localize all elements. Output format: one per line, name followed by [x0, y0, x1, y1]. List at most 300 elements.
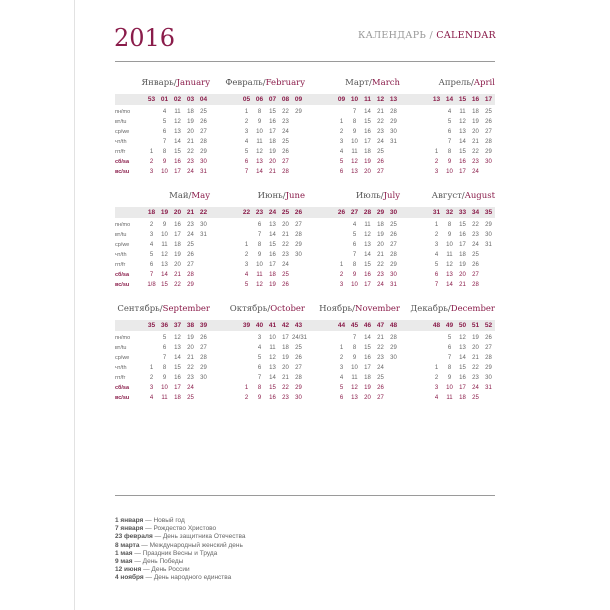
day-cell	[197, 260, 210, 270]
day-cell: 1	[244, 242, 249, 248]
day-cell: 9	[257, 119, 262, 125]
day-cell: 16	[364, 355, 371, 361]
day-cell: 14	[364, 335, 371, 341]
day-row	[240, 393, 305, 403]
day-cell: 22	[187, 149, 194, 155]
week-number: 19	[160, 209, 169, 216]
weekday-labels	[115, 107, 130, 177]
holiday-name: — Рождество Христово	[143, 525, 217, 533]
weekday-labels	[115, 220, 130, 290]
day-cell: 7	[257, 232, 262, 238]
week-number: 14	[445, 96, 454, 103]
day-cell: 27	[295, 365, 302, 371]
day-cell: 28	[390, 109, 397, 115]
day-cell: 2	[149, 159, 154, 165]
day-cell: 6	[162, 129, 167, 135]
week-number: 13	[432, 96, 441, 103]
day-row	[335, 230, 400, 240]
day-cell	[387, 373, 400, 383]
day-cell: 7	[162, 355, 167, 361]
month-name-ru: Май/	[169, 191, 192, 201]
day-cell: 4	[434, 395, 439, 401]
day-cell: 16	[364, 272, 371, 278]
day-cell: 26	[377, 159, 384, 165]
day-cell: 25	[377, 375, 384, 381]
heading-ru: КАЛЕНДАРЬ /	[358, 30, 437, 41]
day-cell: 11	[174, 109, 181, 115]
day-cell: 26	[472, 262, 479, 268]
day-cell: 31	[485, 242, 492, 248]
weekday-label: вт/tu	[115, 232, 127, 238]
day-row	[145, 157, 210, 167]
day-cell: 7	[352, 252, 357, 258]
day-cell: 27	[377, 395, 384, 401]
day-cell: 23	[187, 375, 194, 381]
month-name-en: July	[383, 191, 400, 201]
day-cell: 29	[390, 119, 397, 125]
day-cell: 20	[282, 365, 289, 371]
day-cell: 31	[485, 385, 492, 391]
day-cell: 26	[200, 119, 207, 125]
day-cell: 15	[269, 109, 276, 115]
day-cell: 1	[149, 365, 154, 371]
day-cell	[145, 107, 158, 117]
day-cell: 13	[351, 169, 358, 175]
day-cell: 26	[485, 119, 492, 125]
day-cell: 15	[174, 149, 181, 155]
day-cell: 17	[174, 169, 181, 175]
day-cell: 15	[364, 119, 371, 125]
day-cell: 17	[174, 385, 181, 391]
week-number: 26	[337, 209, 346, 216]
day-cell	[292, 147, 305, 157]
day-cell: 28	[390, 335, 397, 341]
week-number: 39	[199, 322, 208, 329]
day-cell: 2	[339, 272, 344, 278]
day-cell: 2	[149, 375, 154, 381]
day-cell: 19	[174, 252, 181, 258]
day-cell: 26	[390, 232, 397, 238]
day-cell: 15	[459, 222, 466, 228]
day-cell: 3	[257, 335, 262, 341]
day-grid	[335, 220, 400, 290]
day-cell: 27	[200, 345, 207, 351]
day-row	[335, 343, 400, 353]
day-cell	[482, 393, 495, 403]
month-name-en: January	[176, 78, 210, 88]
day-cell: 26	[282, 282, 289, 288]
day-cell	[387, 383, 400, 393]
day-cell: 1/8	[147, 282, 156, 288]
day-cell: 19	[187, 335, 194, 341]
day-row	[240, 373, 305, 383]
day-cell: 20	[459, 272, 466, 278]
day-cell: 30	[295, 395, 302, 401]
day-cell: 17	[364, 282, 371, 288]
day-cell: 9	[162, 375, 167, 381]
day-cell: 27	[485, 129, 492, 135]
day-cell: 12	[459, 119, 466, 125]
weekday-label: чт/th	[115, 252, 127, 258]
weekday-label: вт/tu	[115, 119, 127, 125]
day-cell: 20	[364, 169, 371, 175]
day-cell: 5	[339, 385, 344, 391]
day-cell: 12	[364, 232, 371, 238]
day-cell: 6	[447, 345, 452, 351]
day-cell: 3	[149, 169, 154, 175]
day-cell: 8	[352, 262, 357, 268]
day-cell: 20	[472, 129, 479, 135]
day-cell: 17	[459, 169, 466, 175]
month-name-en: November	[355, 304, 400, 314]
day-cell: 13	[256, 159, 263, 165]
day-cell	[240, 353, 253, 363]
week-number: 15	[458, 96, 467, 103]
day-cell: 18	[269, 272, 276, 278]
day-cell	[335, 333, 348, 343]
week-numbers	[335, 94, 400, 105]
day-row	[335, 250, 400, 260]
week-number: 09	[337, 96, 346, 103]
day-row	[335, 147, 400, 157]
day-row	[240, 363, 305, 373]
weekday-label: сб/sa	[115, 385, 130, 391]
day-cell: 3	[434, 169, 439, 175]
day-cell: 10	[351, 282, 358, 288]
week-number: 28	[363, 209, 372, 216]
day-cell: 7	[352, 109, 357, 115]
week-number: 31	[432, 209, 441, 216]
week-number: 33	[458, 209, 467, 216]
day-row	[240, 260, 305, 270]
day-cell	[145, 117, 158, 127]
day-cell: 27	[485, 345, 492, 351]
day-cell: 29	[187, 282, 194, 288]
day-cell: 24	[282, 129, 289, 135]
month-name-ru: Февраль/	[225, 78, 266, 88]
heading-en: CALENDAR	[436, 30, 496, 41]
day-cell: 29	[485, 365, 492, 371]
day-cell: 11	[269, 345, 276, 351]
day-cell: 1	[339, 345, 344, 351]
day-cell: 20	[187, 345, 194, 351]
day-cell: 22	[282, 242, 289, 248]
day-cell: 11	[446, 252, 453, 258]
month-name-en: September	[162, 304, 210, 314]
month-title	[141, 78, 210, 88]
day-cell: 27	[200, 129, 207, 135]
weekday-label: пн/mo	[115, 109, 131, 115]
day-cell	[197, 240, 210, 250]
day-cell	[387, 167, 400, 177]
week-number: 43	[294, 322, 303, 329]
day-cell: 10	[161, 169, 168, 175]
weekday-label: ср/we	[115, 355, 130, 361]
day-row	[145, 230, 210, 240]
day-cell	[292, 157, 305, 167]
day-grid	[240, 107, 305, 177]
day-cell: 27	[282, 159, 289, 165]
day-cell: 3	[339, 365, 344, 371]
week-number: 40	[255, 322, 264, 329]
day-cell: 8	[162, 149, 167, 155]
week-number: 18	[147, 209, 156, 216]
day-cell: 25	[282, 139, 289, 145]
day-row	[430, 353, 495, 363]
day-cell: 13	[364, 242, 371, 248]
day-cell: 6	[434, 272, 439, 278]
month-title	[356, 191, 400, 201]
week-number: 41	[268, 322, 277, 329]
holiday-item	[115, 533, 245, 541]
weekday-label: вс/su	[115, 282, 130, 288]
week-number: 47	[376, 322, 385, 329]
day-cell: 9	[352, 129, 357, 135]
month-name-en: May	[191, 191, 210, 201]
day-cell: 23	[282, 119, 289, 125]
day-cell: 13	[351, 395, 358, 401]
top-divider	[115, 61, 495, 62]
day-cell: 30	[485, 159, 492, 165]
day-cell: 8	[257, 385, 262, 391]
day-cell: 21	[472, 355, 479, 361]
day-cell	[197, 393, 210, 403]
week-number: 04	[199, 96, 208, 103]
day-cell: 23	[282, 252, 289, 258]
day-grid	[430, 333, 495, 403]
day-cell: 15	[364, 262, 371, 268]
day-cell: 24	[377, 365, 384, 371]
day-row	[335, 280, 400, 290]
day-cell: 28	[282, 169, 289, 175]
day-cell	[335, 230, 348, 240]
day-cell: 1	[339, 262, 344, 268]
day-cell: 9	[447, 232, 452, 238]
weekday-label: чт/th	[115, 365, 127, 371]
day-row	[240, 230, 305, 240]
day-cell: 11	[256, 139, 263, 145]
day-cell: 26	[187, 252, 194, 258]
day-cell	[292, 280, 305, 290]
month-block	[305, 298, 400, 411]
day-row	[430, 107, 495, 117]
day-cell	[240, 230, 253, 240]
day-cell: 9	[162, 159, 167, 165]
day-row	[145, 270, 210, 280]
day-cell: 5	[352, 232, 357, 238]
day-row	[430, 280, 495, 290]
day-cell: 7	[447, 355, 452, 361]
day-row	[430, 343, 495, 353]
day-cell	[430, 127, 443, 137]
day-cell: 17	[364, 365, 371, 371]
day-cell: 11	[161, 395, 168, 401]
month-block	[400, 72, 495, 185]
day-cell: 16	[174, 375, 181, 381]
day-row	[430, 167, 495, 177]
day-grid	[145, 220, 210, 290]
weekday-labels	[115, 333, 130, 403]
holiday-date: 4 ноября	[115, 574, 144, 582]
week-number: 29	[376, 209, 385, 216]
day-cell: 28	[200, 355, 207, 361]
day-cell	[292, 127, 305, 137]
day-cell: 4	[257, 345, 262, 351]
day-cell: 5	[434, 262, 439, 268]
day-cell: 6	[339, 169, 344, 175]
day-cell: 21	[377, 252, 384, 258]
day-cell: 3	[339, 139, 344, 145]
day-cell: 18	[174, 395, 181, 401]
day-row	[145, 363, 210, 373]
day-cell: 25	[377, 149, 384, 155]
day-cell: 5	[244, 282, 249, 288]
month-title	[225, 78, 305, 88]
week-number: 22	[199, 209, 208, 216]
day-cell: 24	[377, 139, 384, 145]
day-cell	[197, 250, 210, 260]
day-cell: 18	[472, 109, 479, 115]
day-cell: 16	[459, 159, 466, 165]
day-cell: 29	[200, 365, 207, 371]
month-title	[169, 191, 210, 201]
holiday-list	[115, 517, 245, 583]
holiday-name: — Новый год	[143, 517, 185, 524]
week-number: 20	[173, 209, 182, 216]
day-cell: 14	[161, 272, 168, 278]
day-cell: 29	[390, 345, 397, 351]
day-row	[145, 353, 210, 363]
day-cell: 8	[447, 149, 452, 155]
day-cell: 29	[485, 149, 492, 155]
day-row	[240, 383, 305, 393]
day-row	[430, 157, 495, 167]
month-name-en: April	[473, 78, 495, 88]
day-row	[145, 250, 210, 260]
day-cell: 3	[149, 232, 154, 238]
weekday-label: ср/we	[115, 242, 130, 248]
day-cell: 17	[459, 242, 466, 248]
day-cell: 30	[390, 355, 397, 361]
day-cell	[335, 220, 348, 230]
day-cell: 24	[472, 169, 479, 175]
day-row	[240, 137, 305, 147]
day-row	[430, 250, 495, 260]
day-cell: 17	[282, 335, 289, 341]
day-cell: 20	[282, 222, 289, 228]
day-cell: 26	[295, 355, 302, 361]
day-cell: 19	[472, 119, 479, 125]
day-cell: 23	[187, 222, 194, 228]
week-number: 12	[376, 96, 385, 103]
day-row	[430, 393, 495, 403]
day-cell: 14	[459, 139, 466, 145]
week-number: 36	[160, 322, 169, 329]
day-cell: 18	[174, 242, 181, 248]
day-cell: 3	[244, 262, 249, 268]
day-cell: 4	[352, 222, 357, 228]
day-cell	[430, 117, 443, 127]
day-cell	[240, 343, 253, 353]
week-number: 08	[281, 96, 290, 103]
day-cell: 25	[200, 109, 207, 115]
day-cell: 8	[447, 365, 452, 371]
day-cell: 25	[187, 242, 194, 248]
day-cell: 14	[364, 109, 371, 115]
weekday-label: пт/fr	[115, 262, 126, 268]
day-cell: 19	[282, 355, 289, 361]
day-cell: 11	[161, 242, 168, 248]
day-row	[240, 280, 305, 290]
day-cell: 2	[244, 395, 249, 401]
day-cell: 30	[200, 375, 207, 381]
month-title	[117, 304, 210, 314]
day-cell: 6	[244, 159, 249, 165]
week-number: 48	[389, 322, 398, 329]
day-cell: 14	[174, 355, 181, 361]
day-cell: 13	[269, 365, 276, 371]
day-row	[240, 167, 305, 177]
day-row	[145, 127, 210, 137]
month-title	[319, 304, 400, 314]
day-row	[335, 240, 400, 250]
day-cell: 2	[339, 129, 344, 135]
day-cell: 16	[364, 129, 371, 135]
holiday-date: 8 марта	[115, 541, 140, 549]
month-name-ru: Июль/	[355, 191, 384, 201]
day-cell: 7	[352, 335, 357, 341]
day-cell: 22	[282, 385, 289, 391]
holiday-name: — День России	[141, 566, 190, 574]
day-cell: 20	[174, 262, 181, 268]
weekday-label: пт/fr	[115, 149, 126, 155]
week-number: 52	[484, 322, 493, 329]
day-cell: 16	[174, 222, 181, 228]
day-row	[335, 107, 400, 117]
day-cell: 5	[447, 335, 452, 341]
week-number: 50	[458, 322, 467, 329]
day-row	[145, 117, 210, 127]
day-row	[145, 393, 210, 403]
day-cell: 14	[269, 232, 276, 238]
day-cell: 2	[149, 222, 154, 228]
day-cell: 29	[485, 222, 492, 228]
day-row	[145, 167, 210, 177]
month-name-ru: Март/	[345, 78, 372, 88]
month-block	[210, 298, 308, 411]
day-cell: 1	[434, 222, 439, 228]
day-cell: 21	[377, 335, 384, 341]
day-cell: 19	[364, 385, 371, 391]
day-cell: 21	[187, 355, 194, 361]
week-numbers	[145, 94, 210, 105]
day-cell: 15	[459, 365, 466, 371]
calendar-heading	[358, 30, 496, 41]
day-grid	[335, 333, 400, 403]
week-number: 16	[471, 96, 480, 103]
day-cell: 27	[295, 222, 302, 228]
day-cell: 4	[162, 109, 167, 115]
day-cell: 8	[352, 345, 357, 351]
day-row	[145, 220, 210, 230]
day-cell: 30	[390, 129, 397, 135]
day-cell: 30	[390, 272, 397, 278]
week-number: 42	[281, 322, 290, 329]
day-cell: 7	[257, 375, 262, 381]
day-cell: 16	[459, 232, 466, 238]
day-cell: 26	[282, 149, 289, 155]
day-cell: 2	[244, 119, 249, 125]
